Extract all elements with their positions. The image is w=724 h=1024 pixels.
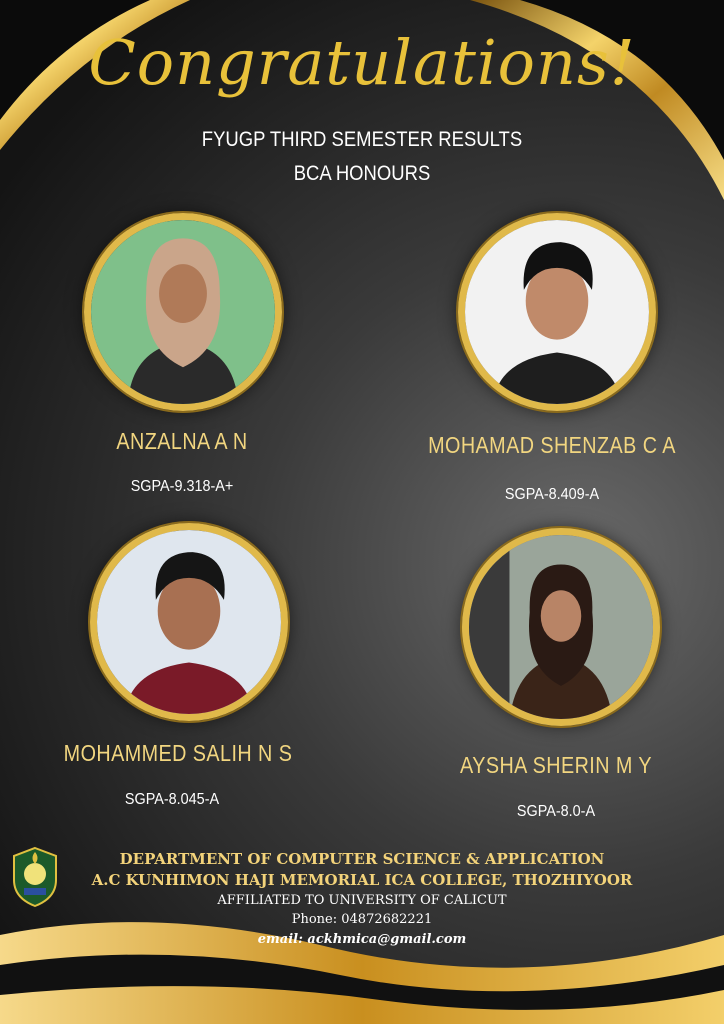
student-sgpa-4: SGPA-8.0-A [516, 803, 596, 820]
results-subtitle: FYUGP THIRD SEMESTER RESULTS [201, 128, 523, 151]
student-photo-3 [90, 523, 288, 721]
department-name: DEPARTMENT OF COMPUTER SCIENCE & APPLICATION [119, 850, 605, 868]
student-photo-2 [458, 213, 656, 411]
student-photo-4 [462, 528, 660, 726]
affiliation-text: AFFILIATED TO UNIVERSITY OF CALICUT [217, 893, 507, 908]
course-subtitle: BCA HONOURS [293, 162, 431, 185]
student-name-2: MOHAMAD SHENZAB C A [428, 432, 676, 458]
student-portrait-2 [465, 220, 649, 404]
email-address: email: ackhmica@gmail.com [257, 932, 467, 947]
student-sgpa-2: SGPA-8.409-A [504, 486, 600, 503]
student-portrait-1 [91, 220, 275, 404]
student-name-4: AYSHA SHERIN M Y [460, 752, 652, 778]
student-name-1: ANZALNA A N [116, 428, 248, 454]
phone-number: Phone: 04872682221 [291, 912, 433, 927]
student-portrait-3 [97, 530, 281, 714]
congratulations-title: Congratulations! [88, 26, 636, 99]
student-name-3: MOHAMMED SALIH N S [63, 740, 293, 766]
college-name: A.C KUNHIMON HAJI MEMORIAL ICA COLLEGE, THOZHIYOOR [91, 871, 633, 889]
student-photo-1 [84, 213, 282, 411]
student-portrait-4 [469, 535, 653, 719]
student-sgpa-1: SGPA-9.318-A+ [130, 478, 234, 495]
student-sgpa-3: SGPA-8.045-A [124, 791, 220, 808]
